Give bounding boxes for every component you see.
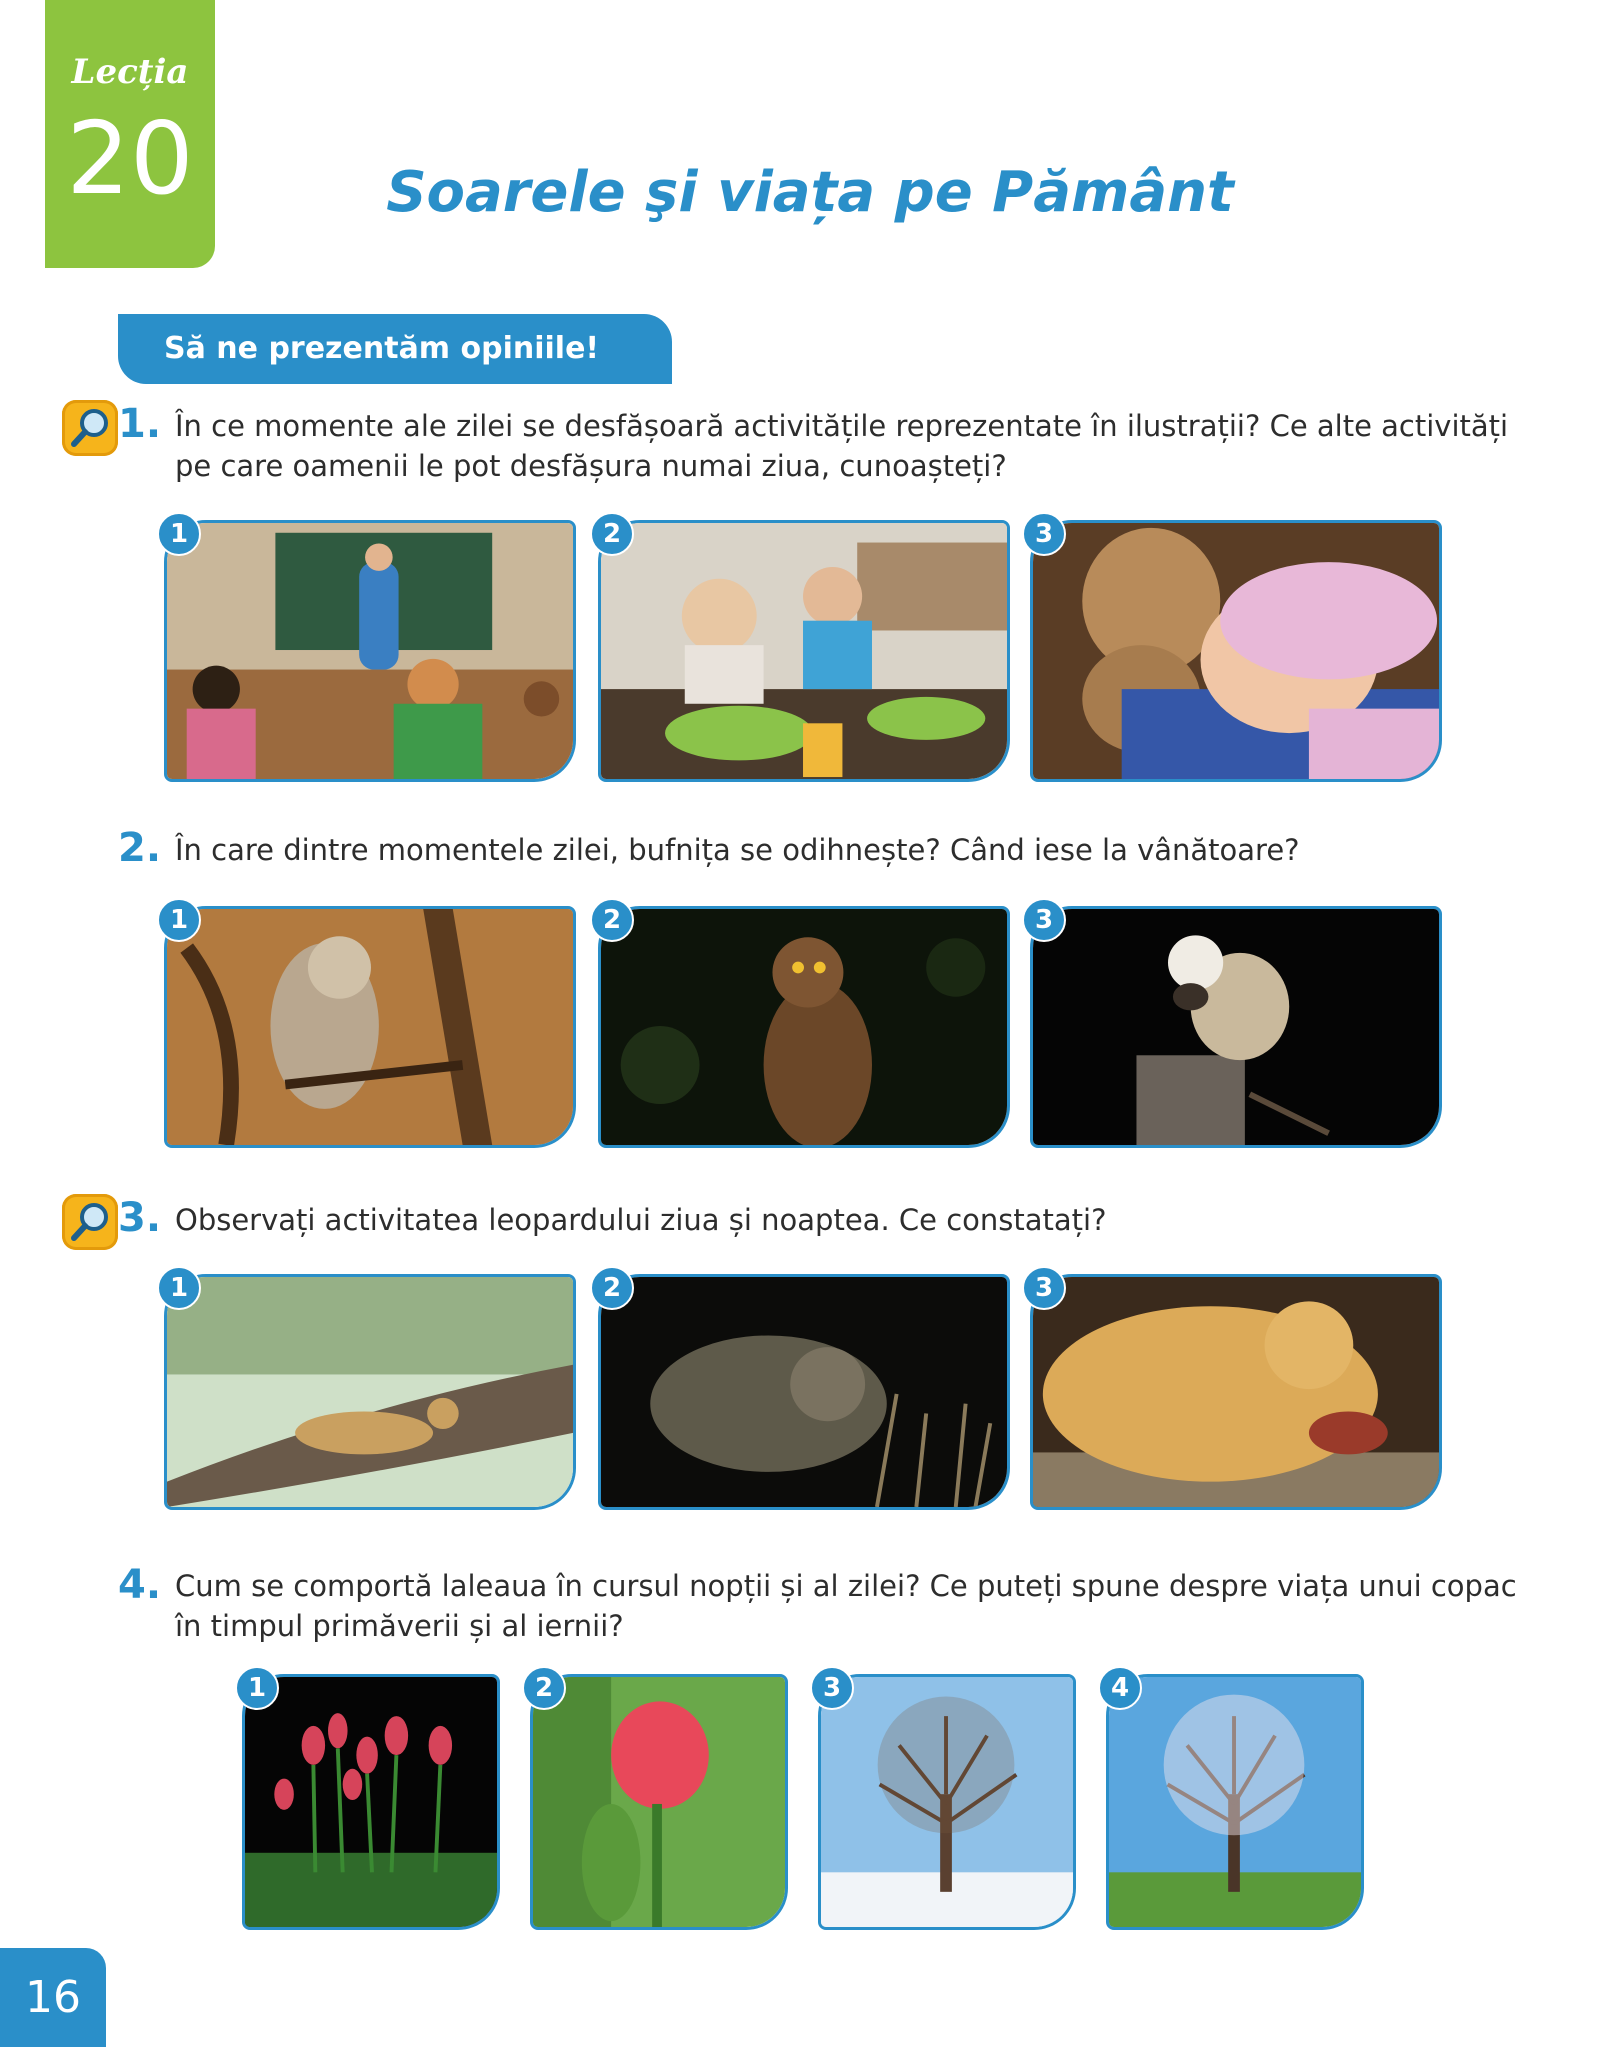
image-badge: 1 [157, 898, 201, 942]
magnifier-icon [62, 400, 118, 456]
question-number: 1. [118, 401, 162, 447]
photo-tree-spring [1106, 1674, 1364, 1930]
image-badge: 3 [1022, 898, 1066, 942]
image-badge: 3 [1022, 512, 1066, 556]
question-text: Observați activitatea leopardului ziua și noaptea. Ce constatați? [175, 1203, 1107, 1237]
section-banner: Să ne prezentăm opiniile! [118, 314, 672, 384]
image-badge: 3 [1022, 1266, 1066, 1310]
image-badge: 2 [590, 512, 634, 556]
photo-owl-night [598, 906, 1010, 1148]
question-text: În ce momente ale zilei se desfășoară activitățile reprezentate în ilustrații? Ce alte activități pe care oamenii le pot desfășura numai ziua, cunoașteți? [175, 409, 1509, 483]
image-badge: 4 [1098, 1666, 1142, 1710]
photo-tree-winter [818, 1674, 1076, 1930]
image-badge: 2 [590, 898, 634, 942]
image-badge: 2 [522, 1666, 566, 1710]
photo-leopard-night [598, 1274, 1010, 1510]
question-number: 3. [118, 1195, 162, 1241]
image-badge: 1 [157, 512, 201, 556]
photo-leopard-day [164, 1274, 576, 1510]
image-badge: 3 [810, 1666, 854, 1710]
page-number: 16 [0, 1948, 106, 2047]
photo-tulips-night [242, 1674, 500, 1930]
lesson-tab [45, 0, 215, 268]
question-text: În care dintre momentele zilei, bufnița se odihnește? Când iese la vânătoare? [175, 833, 1300, 867]
lesson-word: Lecția [71, 52, 189, 92]
photo-leopard-eating [1030, 1274, 1442, 1510]
photo-children-eating [598, 520, 1010, 782]
photo-child-sleeping [1030, 520, 1442, 782]
question-number: 2. [118, 825, 162, 871]
image-badge: 1 [157, 1266, 201, 1310]
page-title: Soarele şi viața pe Pământ [386, 160, 1234, 225]
photo-classroom [164, 520, 576, 782]
image-badge: 2 [590, 1266, 634, 1310]
magnifier-icon [62, 1194, 118, 1250]
lesson-number: 20 [66, 100, 194, 217]
question-text: Cum se comportă laleaua în cursul nopții și al zilei? Ce puteți spune despre viața unui copac în timpul primăverii și al iernii? [175, 1569, 1517, 1643]
photo-owl-day [164, 906, 576, 1148]
photo-owl-hunting [1030, 906, 1442, 1148]
question-number: 4. [118, 1562, 162, 1608]
photo-tulip-day [530, 1674, 788, 1930]
image-badge: 1 [235, 1666, 279, 1710]
